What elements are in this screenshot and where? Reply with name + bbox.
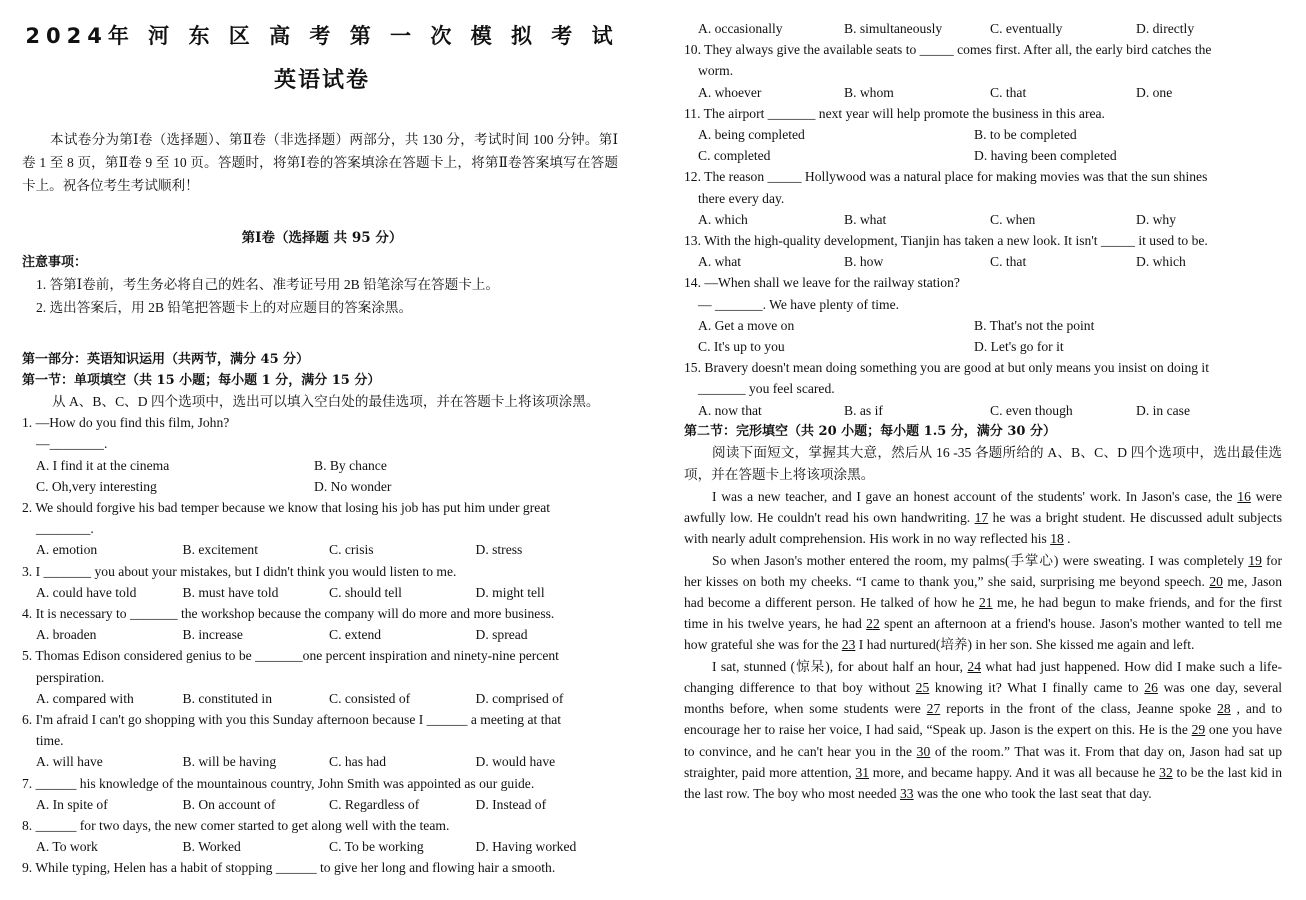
question-stem: 1. —How do you find this film, John? (22, 415, 230, 431)
question-11 (684, 103, 1282, 167)
options-row (22, 476, 622, 497)
section1-title: 第Ⅰ卷（选择题 共 95 分） (241, 230, 403, 246)
note-1: 1. 答第Ⅰ卷前，考生务必将自己的姓名、准考证号用 2B 铅笔涂写在答题卡上。 (36, 277, 500, 293)
option-c[interactable]: C. even though (990, 402, 1073, 418)
question-stem: 15. Bravery doesn't mean doing something you are good at but only means you insist on doing it (684, 360, 1209, 376)
passage-text: I sat, stunned (惊呆), for about half an hour, (712, 658, 968, 674)
option-c[interactable]: C. eventually (990, 21, 1063, 36)
question-14 (684, 272, 1282, 357)
notes-title: 注意事项： (22, 255, 88, 270)
question-15 (684, 357, 1282, 421)
passage-text: spent an afternoon at a friend's house. Jason's mother wanted to tell me how grateful she was for the (684, 616, 1282, 653)
question-2 (22, 497, 622, 561)
question-stem: 4. It is necessary to _______ the workshop because the company will do more and more business. (22, 606, 555, 622)
option-a[interactable]: A. now that (698, 402, 762, 418)
question-stem: 5. Thomas Edison considered genius to be _______one percent inspiration and ninety-nine percent (22, 648, 559, 664)
part1-sec2-title: 第二节：完形填空（共 20 小题；每小题 1.5 分，满分 30 分） (684, 423, 1056, 439)
option-a[interactable]: A. occasionally (698, 21, 783, 36)
passage-text: reports in the front of the class, Jeanne spoke (940, 701, 1218, 717)
option-b[interactable]: B. constituted in (182, 690, 272, 706)
blank-29: 29 (1191, 722, 1206, 738)
question-5 (22, 645, 622, 709)
passage-text: me, he had begun to make friends, and for the first time in his twelve years, he had (684, 595, 1282, 632)
blank-30: 30 (916, 743, 931, 759)
option-c[interactable]: C. should tell (329, 584, 402, 600)
question-reply: — _______. We have plenty of time. (698, 296, 900, 312)
blank-17: 17 (974, 510, 989, 526)
passage-text: I had nurtured(培养) in her son. She kissed me again and left. (855, 637, 1195, 653)
option-c[interactable]: C. Regardless of (329, 796, 420, 812)
option-a[interactable]: A. whoever (698, 84, 762, 100)
option-c[interactable]: C. Oh,very interesting (36, 478, 157, 494)
question-stem: 8. ______ for two days, the new comer started to get along well with the team. (22, 818, 450, 834)
options-row (22, 688, 622, 709)
passage-text: for her kisses on both my cheeks. “I came to thank you,” she said, surprising me beyond speech. (684, 552, 1283, 589)
option-b[interactable]: B. Worked (182, 839, 241, 855)
exam-title: 2024年 河 东 区 高 考 第 一 次 模 拟 考 试 (25, 24, 619, 48)
options-row (22, 751, 622, 772)
option-c[interactable]: C. It's up to you (698, 339, 785, 355)
question-10 (684, 39, 1282, 103)
passage-text: of the room.” That was it. From that day on, Jason had sat up straighter, paid more attention, (684, 743, 1282, 780)
option-b[interactable]: B. whom (844, 84, 894, 100)
blank-32: 32 (1159, 764, 1173, 780)
note-2: 2. 选出答案后，用 2B 铅笔把答题卡上的对应题目的答案涂黑。 (36, 300, 413, 316)
blank-26: 26 (1144, 679, 1158, 695)
options-row (684, 18, 1282, 39)
option-a[interactable]: A. being completed (698, 127, 805, 143)
option-c[interactable]: C. consisted of (329, 690, 411, 706)
blank-23: 23 (841, 637, 856, 653)
option-a[interactable]: A. will have (36, 754, 103, 770)
options-row (684, 82, 1282, 103)
option-d[interactable]: D. which (1136, 254, 1186, 270)
exam-subtitle: 英语试卷 (273, 68, 370, 93)
question-13 (684, 230, 1282, 272)
passage-text: knowing it? What I finally came to (929, 679, 1145, 695)
part1-title: 第一部分：英语知识运用（共两节，满分 45 分） (22, 351, 310, 367)
option-d[interactable]: D. might tell (475, 584, 545, 600)
option-b[interactable]: B. simultaneously (844, 21, 943, 36)
option-c[interactable]: C. extend (329, 627, 382, 643)
question-stem: 9. While typing, Helen has a habit of stopping ______ to give her long and flowing hair a smooth. (22, 860, 556, 876)
question-stem: 6. I'm afraid I can't go shopping with you this Sunday afternoon because I ______ a meeting at that (22, 712, 562, 728)
question-8 (22, 815, 622, 857)
options-row (22, 455, 622, 476)
blank-27: 27 (926, 701, 941, 717)
option-d[interactable]: D. in case (1136, 402, 1190, 418)
options-row (684, 145, 1282, 166)
option-a[interactable]: A. could have told (36, 584, 137, 600)
option-a[interactable]: A. compared with (36, 690, 134, 706)
blank-22: 22 (866, 616, 880, 632)
option-d[interactable]: D. Let's go for it (974, 339, 1064, 355)
option-d[interactable]: D. one (1136, 84, 1173, 100)
options-row (684, 124, 1282, 145)
question-continuation: _______ you feel scared. (698, 381, 835, 397)
blank-31: 31 (855, 764, 870, 780)
question-continuation: perspiration. (36, 669, 105, 685)
option-b[interactable]: B. excitement (182, 542, 258, 558)
blank-20: 20 (1209, 573, 1223, 589)
option-b[interactable]: B. as if (844, 402, 883, 418)
question-4 (22, 603, 622, 645)
options-row (684, 251, 1282, 272)
question-1 (22, 412, 622, 497)
question-3 (22, 561, 622, 603)
part1-sec2-instruction: 阅读下面短文，掌握其大意，然后从 16 -35 各题所给的 A、B、C、D 四个选项中，选出最佳选项，并在答题卡上将该项涂黑。 (684, 445, 1282, 483)
option-c[interactable]: C. that (990, 254, 1027, 270)
options-row (684, 336, 1282, 357)
options-row (684, 400, 1282, 421)
part1-sec1-instruction: 从 A、B、C、D 四个选项中，选出可以填入空白处的最佳选项，并在答题卡上将该项涂黑。 (52, 394, 600, 410)
option-a[interactable]: A. I find it at the cinema (36, 457, 170, 473)
question-stem: 7. ______ his knowledge of the mountainous country, John Smith was appointed as our guide. (22, 775, 535, 791)
question-7 (22, 773, 622, 815)
question-6 (22, 709, 622, 773)
option-d[interactable]: D. Instead of (475, 796, 547, 812)
question-12 (684, 166, 1282, 230)
option-c[interactable]: C. To be working (329, 839, 424, 855)
option-d[interactable]: D. comprised of (475, 690, 564, 706)
option-d[interactable]: D. stress (475, 542, 523, 558)
blank-16: 16 (1237, 489, 1251, 505)
blank-25: 25 (915, 679, 930, 695)
options-row (684, 315, 1282, 336)
question-continuation: worm. (698, 63, 734, 79)
passage-text: he was a bright student. He discussed adult subjects with nearly adult comprehension. His work in no way reflected his (684, 510, 1282, 547)
passage-text: what had just happened. How did I make such a life-changing difference to that boy without (684, 658, 1283, 695)
blank-24: 24 (967, 658, 982, 674)
question-continuation: there every day. (698, 190, 785, 206)
option-b[interactable]: B. increase (182, 627, 243, 643)
option-c[interactable]: C. when (990, 211, 1036, 227)
option-b[interactable]: B. By chance (314, 457, 387, 473)
blank-21: 21 (978, 595, 993, 611)
option-d[interactable]: D. spread (475, 627, 528, 643)
right-column (684, 18, 1282, 804)
options-row (22, 836, 622, 857)
option-c[interactable]: C. completed (698, 148, 771, 164)
option-b[interactable]: B. what (844, 211, 887, 227)
question-stem: 13. With the high-quality development, Tianjin has taken a new look. It isn't _____ it used to be. (684, 233, 1208, 249)
passage-text: , and to encourage her to raise her voice, I had said, “Speak up. Jason is the expert on this. He is the (684, 701, 1282, 738)
exam-intro: 本试卷分为第Ⅰ卷（选择题）、第Ⅱ卷（非选择题）两部分，共 130 分，考试时间 100 分钟。第Ⅰ卷 1 至 8 页，第Ⅱ卷 9 至 10 页。答题时，将第Ⅰ卷的答案填涂在答题卡上，将第Ⅱ卷答案填写在答题卡上。祝各位考生考试顺利！ (22, 132, 618, 193)
option-d[interactable]: D. Having worked (475, 839, 577, 855)
option-b[interactable]: B. to be completed (974, 127, 1077, 143)
passage-text: . (1063, 531, 1071, 547)
question-stem: 12. The reason _____ Hollywood was a natural place for making movies was that the sun shines (684, 169, 1208, 185)
left-column (22, 252, 622, 879)
options-row (22, 582, 622, 603)
passage-text: was the one who took the last seat that day. (913, 785, 1152, 801)
option-a[interactable]: A. emotion (36, 542, 98, 558)
passage-text: So when Jason's mother entered the room, my palms(手掌心) were sweating. I was completely (712, 552, 1249, 568)
question-continuation: ________. (36, 521, 94, 537)
option-d[interactable]: D. having been completed (974, 148, 1117, 164)
option-d[interactable]: D. No wonder (314, 478, 392, 494)
passage-text: was one day, several months before, when some students were (684, 679, 1283, 717)
question-continuation: time. (36, 733, 64, 749)
question-stem: 3. I _______ you about your mistakes, but I didn't think you would listen to me. (22, 563, 457, 579)
passage-text: more, and became happy. And it was all because he (869, 764, 1160, 780)
option-a[interactable]: A. Get a move on (698, 317, 795, 333)
passage-text: I was a new teacher, and I gave an honest account of the students' work. In Jason's case, the (712, 489, 1238, 505)
blank-19: 19 (1248, 552, 1262, 568)
options-row (22, 794, 622, 815)
blank-18: 18 (1050, 531, 1064, 547)
option-b[interactable]: B. must have told (182, 584, 279, 600)
option-a[interactable]: A. broaden (36, 627, 97, 643)
option-c[interactable]: C. has had (329, 754, 387, 770)
blank-33: 33 (899, 785, 914, 801)
part1-sec1-title: 第一节：单项填空（共 15 小题；每小题 1 分，满分 15 分） (22, 372, 381, 388)
passage-text: one you have to convince, and he can't hear you in the (684, 722, 1283, 759)
option-b[interactable]: B. how (844, 254, 884, 270)
option-b[interactable]: B. On account of (182, 796, 276, 812)
question-stem: 11. The airport _______ next year will help promote the business in this area. (684, 105, 1105, 121)
option-a[interactable]: A. what (698, 254, 742, 270)
option-a[interactable]: A. To work (36, 839, 98, 855)
option-a[interactable]: A. which (698, 211, 748, 227)
question-9 (22, 857, 622, 878)
option-b[interactable]: B. That's not the point (974, 317, 1095, 333)
question-stem: 2. We should forgive his bad temper because we know that losing his job has put him under great (22, 500, 551, 516)
passage-text: were awfully low. He couldn't read his own handwriting. (684, 489, 1282, 526)
option-d[interactable]: D. why (1136, 211, 1177, 227)
passage-paragraph-3 (684, 656, 1282, 804)
option-c[interactable]: C. crisis (329, 542, 374, 558)
passage-paragraph-1 (684, 486, 1282, 550)
passage-text: me, Jason had become a different person. He talked of how he (684, 573, 1282, 611)
option-b[interactable]: B. will be having (182, 754, 277, 770)
options-row (684, 209, 1282, 230)
question-reply: —________. (36, 436, 108, 452)
passage-paragraph-2 (684, 550, 1282, 656)
question-stem: 10. They always give the available seats to _____ comes first. After all, the early bird catches the (684, 42, 1212, 58)
option-c[interactable]: C. that (990, 84, 1027, 100)
options-row (22, 539, 622, 560)
passage-text: to be the last kid in the last row. The boy who most needed (684, 764, 1282, 801)
question-stem: 14. —When shall we leave for the railway station? (684, 275, 960, 291)
options-row (22, 624, 622, 645)
blank-28: 28 (1217, 701, 1231, 717)
option-a[interactable]: A. In spite of (36, 796, 108, 812)
option-d[interactable]: D. directly (1136, 21, 1195, 36)
option-d[interactable]: D. would have (475, 754, 556, 770)
